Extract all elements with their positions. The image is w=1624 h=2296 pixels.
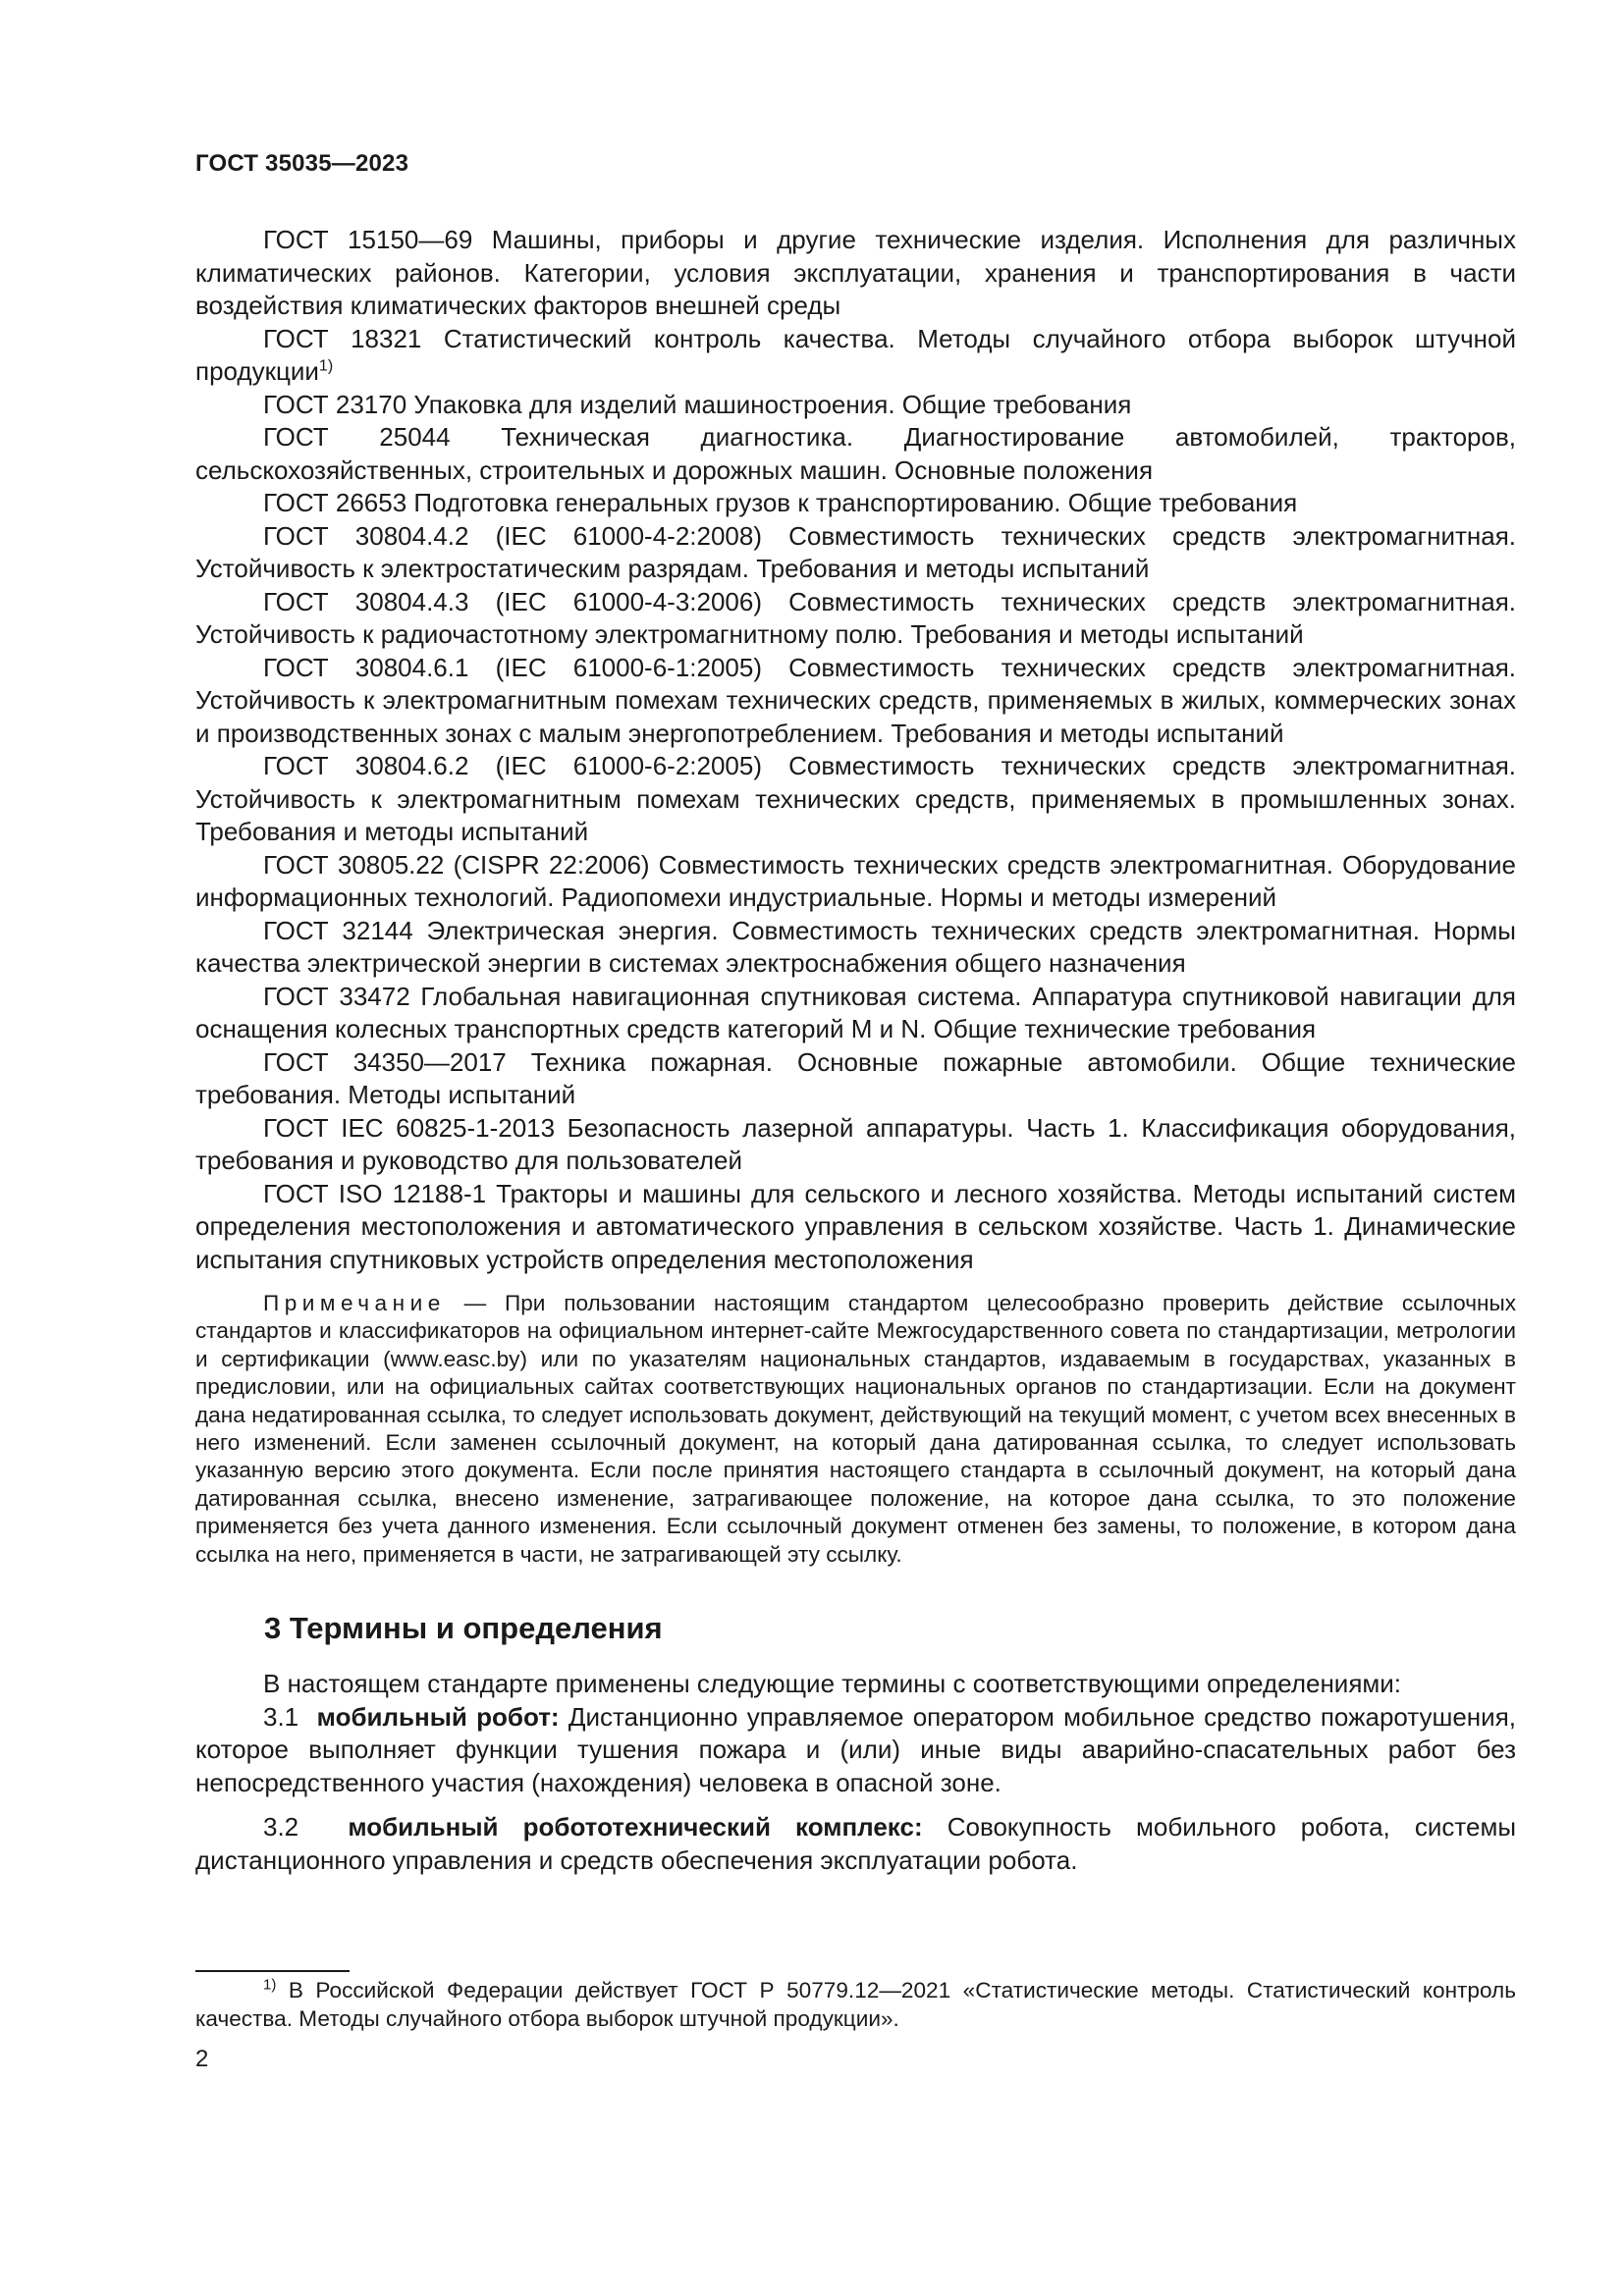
term-text: Дистанционно управляемое оператором мобильное средство пожаротушения, которое выполняет функции тушения пожара и (или) иные виды аварийно-спасательных работ без непосредственного участия (нахождения) человека в опасной зоне.: [195, 1701, 1516, 1797]
term-name: мобильный робототехнический комплекс:: [348, 1812, 923, 1842]
reference-entry: ГОСТ 30804.6.1 (IEC 61000-6-1:2005) Совместимость технических средств электромагнитная. Устойчивость к электромагнитным помехам технических средств, применяемых в жилых, коммерческих зонах и производственных зонах с малым энергопотреблением. Требования и методы испытаний: [195, 652, 1516, 748]
page-number: 2: [195, 2046, 209, 2072]
reference-entry: ГОСТ 23170 Упаковка для изделий машиностроения. Общие требования: [263, 389, 1132, 419]
term-number: 3.1: [263, 1701, 299, 1732]
footnote-text: В Российской Федерации действует ГОСТ Р 50779.12—2021 «Статистические методы. Статистический контроль качества. Методы случайного отбора выборок штучной продукции».: [195, 1978, 1516, 2031]
reference-entry: ГОСТ 18321 Статистический контроль качества. Методы случайного отбора выборок штучной продукции$^{1)}$: [195, 323, 1516, 386]
reference-entry: ГОСТ 26653 Подготовка генеральных грузов к транспортированию. Общие требования: [263, 488, 1298, 517]
reference-entry: ГОСТ 32144 Электрическая энергия. Совместимость технических средств электромагнитная. Нормы качества электрической энергии в системах электроснабжения общего назначения: [195, 915, 1516, 978]
term-definition: [195, 1701, 1516, 1800]
standard-code-header: ГОСТ 35035—2023: [195, 150, 409, 177]
footnote-mark: 1): [318, 357, 334, 375]
references-note: [195, 1290, 1516, 1569]
section-title: 3 Термины и определения: [264, 1611, 663, 1646]
reference-entry: ГОСТ IEC 60825-1-2013 Безопасность лазерной аппаратуры. Часть 1. Классификация оборудования, требования и руководство для пользователей: [195, 1112, 1516, 1175]
reference-entry: ГОСТ 30804.6.2 (IEC 61000-6-2:2005) Совместимость технических средств электромагнитная. Устойчивость к электромагнитным помехам технических средств, применяемых в промышленных зонах. Требования и методы испытаний: [195, 751, 1516, 846]
footnote-mark: 1): [263, 1976, 277, 1994]
term-name: мобильный робот:: [316, 1701, 560, 1732]
reference-entry: ГОСТ 33472 Глобальная навигационная спутниковая система. Аппаратура спутниковой навигации для оснащения колесных транспортных средств категорий M и N. Общие технические требования: [195, 981, 1516, 1043]
term-text: Совокупность мобильного робота, системы дистанционного управления и средств обеспечения эксплуатации робота.: [195, 1812, 1517, 1875]
footnote-divider: [195, 1970, 350, 1972]
note-label: Примечание: [263, 1291, 446, 1315]
section-intro: В настоящем стандарте применены следующие термины с соответствующими определениями:: [263, 1669, 1402, 1699]
term-definition: [195, 1811, 1516, 1877]
normative-references-list: [195, 224, 1516, 1276]
reference-entry: ГОСТ 30804.4.3 (IEC 61000-4-3:2006) Совместимость технических средств электромагнитная. Устойчивость к радиочастотному электромагнитному полю. Требования и методы испытаний: [195, 586, 1516, 649]
reference-entry: ГОСТ 30805.22 (CISPR 22:2006) Совместимость технических средств электромагнитная. Оборудование информационных технологий. Радиопомехи индустриальные. Нормы и методы измерений: [195, 849, 1516, 912]
footnote: [195, 1976, 1516, 2033]
reference-entry: ГОСТ ISO 12188-1 Тракторы и машины для сельского и лесного хозяйства. Методы испытаний систем определения местоположения и автоматического управления в сельском хозяйстве. Часть 1. Динамические испытания спутниковых устройств определения местоположения: [195, 1178, 1516, 1274]
term-number: 3.2: [263, 1812, 299, 1842]
reference-entry: ГОСТ 30804.4.2 (IEC 61000-4-2:2008) Совместимость технических средств электромагнитная. Устойчивость к электростатическим разрядам. Требования и методы испытаний: [195, 520, 1516, 583]
reference-entry: ГОСТ 34350—2017 Техника пожарная. Основные пожарные автомобили. Общие технические требования. Методы испытаний: [195, 1046, 1516, 1109]
reference-entry: ГОСТ 25044 Техническая диагностика. Диагностирование автомобилей, тракторов, сельскохозяйственных, строительных и дорожных машин. Основные положения: [195, 422, 1516, 485]
reference-entry: ГОСТ 15150—69 Машины, приборы и другие технические изделия. Исполнения для различных климатических районов. Категории, условия эксплуатации, хранения и транспортирования в части воздействия климатических факторов внешней среды: [195, 225, 1516, 320]
note-text: — При пользовании настоящим стандартом целесообразно проверить действие ссылочных стандартов и классификаторов на официальном интернет-сайте Межгосударственного совета по стандартизации, метрологии и сертификации (www.easc.by) или по указателям национальных стандартов, издаваемым в государствах, указанных в предисловии, или на официальных сайтах соответствующих национальных органов по стандартизации. Если на документ дана недатированная ссылка, то следует использовать документ, действующий на текущий момент, с учетом всех внесенных в него изменений. Если заменен ссылочный документ, на который дана датированная ссылка, то следует использовать указанную версию этого документа. Если после принятия настоящего стандарта в ссылочный документ, на который дана датированная ссылка, внесено изменение, затрагивающее положение, на которое дана ссылка, то это положение применяется без учета данного изменения. Если ссылочный документ отменен без замены, то положение, в котором дана ссылка на него, применяется в части, не затрагивающей эту ссылку.: [195, 1291, 1516, 1567]
page-content: [195, 224, 1516, 1877]
